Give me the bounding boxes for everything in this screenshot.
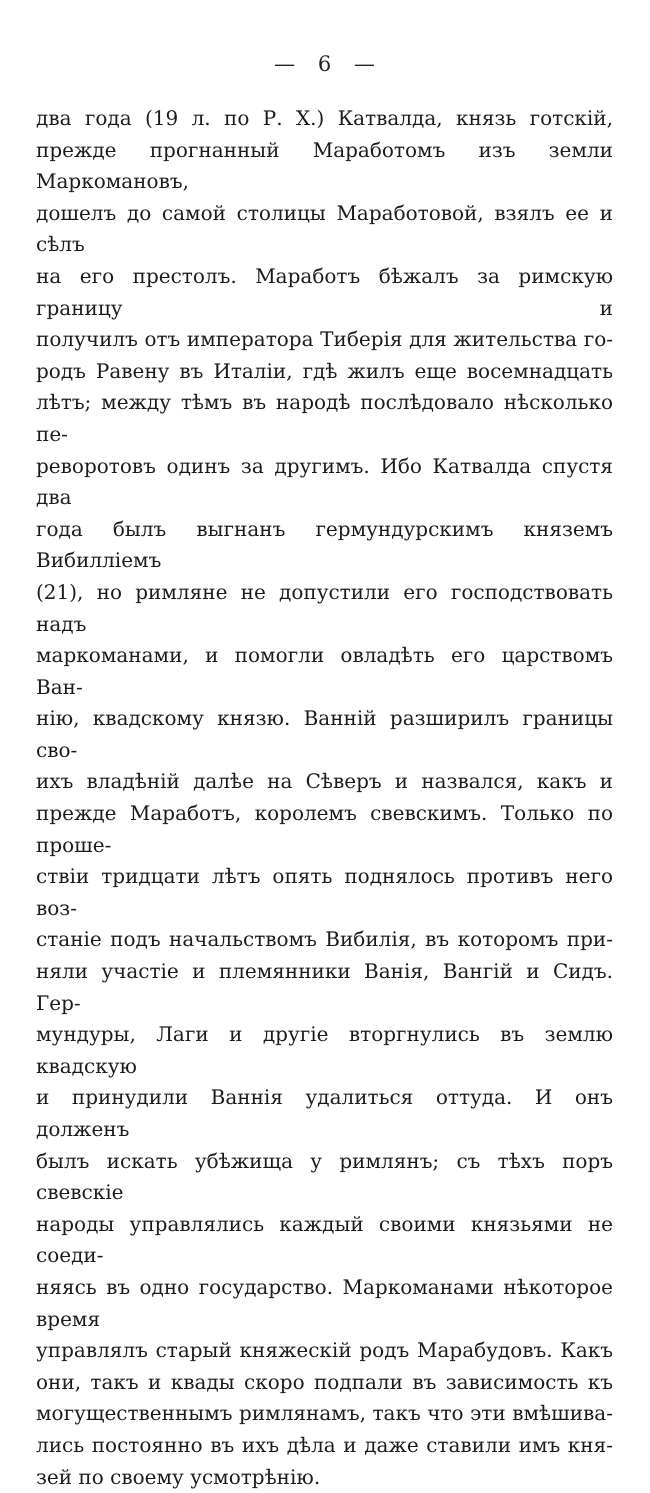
- text-line: мундуры, Лаги и другіе вторгнулись въ землю квадскую: [36, 1022, 613, 1078]
- body-text-block: [36, 103, 613, 1493]
- text-line: няли участіе и племянники Ванія, Вангій и Сидъ. Гер-: [36, 959, 613, 1015]
- text-line: народы управлялись каждый своими князьями не соеди-: [36, 1211, 613, 1268]
- text-line: станіе подъ начальствомъ Вибилія, въ которомъ при-: [36, 927, 613, 952]
- text-line: няясь въ одно государство. Маркоманами нѣкоторое время: [36, 1274, 613, 1331]
- text-line: дошелъ до самой столицы Маработовой, взялъ ее и сѣлъ: [36, 200, 613, 257]
- text-line: прежде прогнанный Маработомъ изъ земли Маркомановъ,: [36, 137, 613, 194]
- text-line: могущественнымъ римлянамъ, такъ что эти вмѣшива-: [36, 1401, 613, 1426]
- text-line: на его престолъ. Маработъ бѣжалъ за римскую границу и: [36, 263, 613, 320]
- text-line: получилъ отъ императора Тиберія для жительства го-: [36, 327, 613, 352]
- text-line: управлялъ старый княжескій родъ Марабудовъ. Какъ: [36, 1338, 613, 1363]
- text-line: прежде Маработъ, королемъ свевскимъ. Только по проше-: [36, 801, 613, 857]
- text-line: они, такъ и квады скоро подпали въ зависимость къ: [36, 1369, 613, 1394]
- text-line: года былъ выгнанъ гермундурскимъ княземъ Вибилліемъ: [36, 516, 613, 573]
- text-line: былъ искать убѣжища у римлянъ; съ тѣхъ поръ свевскіе: [36, 1148, 613, 1205]
- text-line: ствіи тридцати лѣтъ опять поднялось противъ него воз-: [36, 864, 613, 920]
- text-line: нію, квадскому князю. Ванній разширилъ границы сво-: [36, 706, 613, 762]
- text-line: (21), но римляне не допустили его господствовать надъ: [36, 579, 613, 636]
- text-line: маркоманами, и помогли овладѣть его царствомъ Ван-: [36, 643, 613, 699]
- page-number-header: — 6 —: [274, 52, 376, 76]
- text-line: лѣтъ; между тѣмъ въ народѣ послѣдовало нѣсколько пе-: [36, 390, 613, 446]
- text-line: родъ Равену въ Италіи, гдѣ жилъ еще восемнадцать: [36, 358, 613, 383]
- text-line: зей по своему усмотрѣнію.: [36, 1464, 321, 1489]
- text-line: реворотовъ одинъ за другимъ. Ибо Катвалда спустя два: [36, 453, 613, 510]
- text-line: ихъ владѣній далѣе на Сѣверъ и назвался, какъ и: [36, 769, 613, 794]
- book-page: [0, 52, 650, 1489]
- text-line: лись постоянно въ ихъ дѣла и даже ставили имъ кня-: [36, 1432, 613, 1457]
- text-line: два года (19 л. по Р. Х.) Катвалда, князь готскій,: [36, 106, 613, 130]
- text-line: и принудили Ваннія удалиться оттуда. И онъ долженъ: [36, 1085, 613, 1141]
